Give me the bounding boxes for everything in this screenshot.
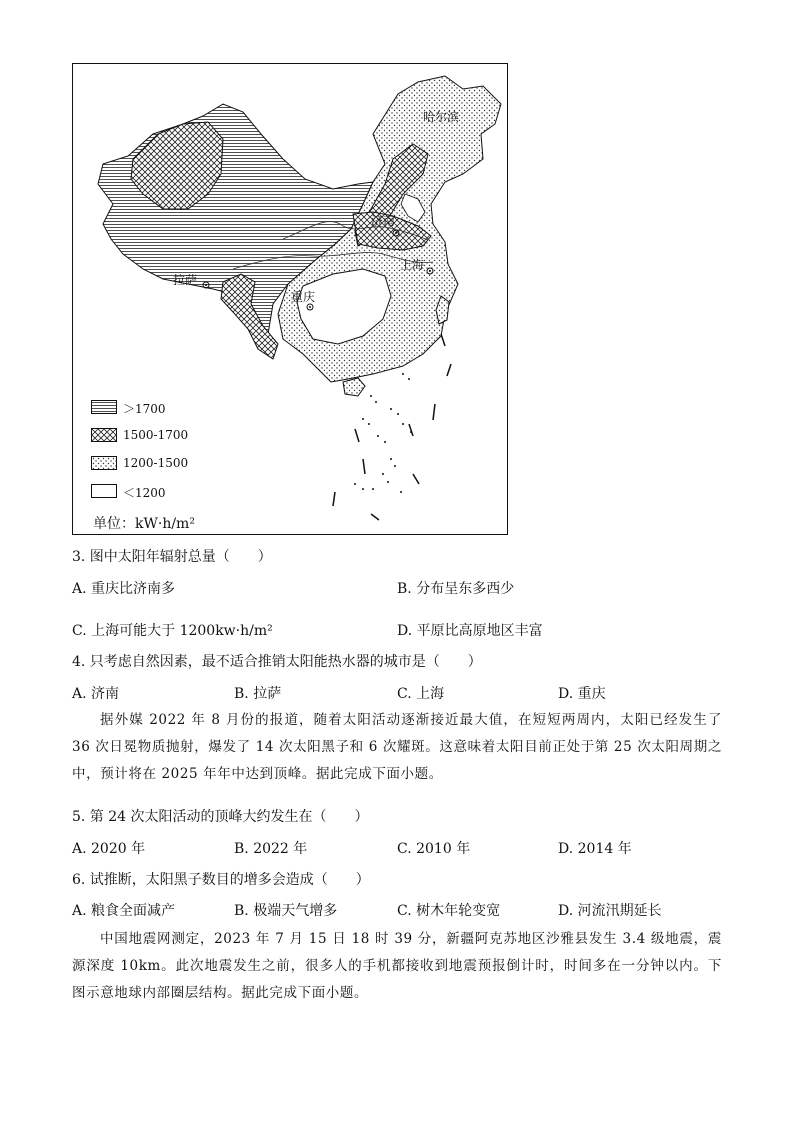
passage-solar-activity: 据外媒 2022 年 8 月份的报道，随着太阳活动逐渐接近最大值，在短短两周内，太阳已经发生了 36 次日冕物质抛射，爆发了 14 次太阳黑子和 6 次耀斑。这意味着太阳目前正处于第 25 次太阳周期之中，预计将在 2025 年年中达到顶峰。据此完成下面小题。 xyxy=(72,712,722,782)
city-label-lhasa: 拉萨 xyxy=(173,273,198,287)
city-label-shanghai: 上海 xyxy=(400,258,425,272)
question-5-option-b[interactable]: B. 2022 年 xyxy=(234,841,308,857)
legend-label: 1200-1500 xyxy=(123,456,189,470)
question-6-option-b[interactable]: B. 极端天气增多 xyxy=(234,903,338,919)
question-4-option-c[interactable]: C. 上海 xyxy=(397,686,445,702)
question-4-option-d[interactable]: D. 重庆 xyxy=(558,686,606,702)
question-5-option-c[interactable]: C. 2010 年 xyxy=(397,841,471,857)
question-6-option-d[interactable]: D. 河流汛期延长 xyxy=(558,903,662,919)
question-6-option-a[interactable]: A. 粮食全面减产 xyxy=(72,903,176,919)
question-6-stem: 6. 试推断，太阳黑子数目的增多会造成（ ） xyxy=(72,872,370,888)
question-4-stem: 4. 只考虑自然因素，最不适合推销太阳能热水器的城市是（ ） xyxy=(72,654,482,670)
question-3-option-b[interactable]: B. 分布呈东多西少 xyxy=(397,581,515,597)
question-3-stem: 3. 图中太阳年辐射总量（ ） xyxy=(72,549,272,565)
city-label-harbin: 哈尔滨 xyxy=(423,110,460,124)
legend-label: ＞1700 xyxy=(123,402,166,416)
question-3-option-c[interactable]: C. 上海可能大于 1200kw·h/m² xyxy=(72,623,273,639)
question-3-option-d[interactable]: D. 平原比高原地区丰富 xyxy=(397,623,543,639)
legend-swatch-crosshatch xyxy=(91,428,117,442)
legend-swatch-blank xyxy=(91,484,117,498)
hainan-island xyxy=(343,378,365,396)
question-4-option-a[interactable]: A. 济南 xyxy=(72,686,120,702)
legend-swatch-horizontal-lines xyxy=(91,400,117,414)
question-5-stem: 5. 第 24 次太阳活动的顶峰大约发生在（ ） xyxy=(72,809,369,825)
city-label-chongqing: 重庆 xyxy=(291,290,316,304)
legend-swatch-dots xyxy=(91,456,117,470)
city-label-jinan: 济南 xyxy=(371,214,396,228)
question-5-option-d[interactable]: D. 2014 年 xyxy=(558,841,632,857)
question-4-option-b[interactable]: B. 拉萨 xyxy=(234,686,282,702)
question-5-option-a[interactable]: A. 2020 年 xyxy=(72,841,146,857)
map-unit-label: 单位：kW·h/m² xyxy=(93,516,195,532)
question-6-option-c[interactable]: C. 树木年轮变宽 xyxy=(397,903,501,919)
question-3-option-a[interactable]: A. 重庆比济南多 xyxy=(72,581,176,597)
island-dots xyxy=(354,373,412,493)
legend-label: ＜1200 xyxy=(123,486,166,500)
legend-label: 1500-1700 xyxy=(123,428,189,442)
passage-earthquake: 中国地震网测定，2023 年 7 月 15 日 18 时 39 分，新疆阿克苏地区沙雅县发生 3.4 级地震，震源深度 10km。此次地震发生之前，很多人的手机都接收到地震预报倒计时，时间多在一分钟以内。下图示意地球内部圈层结构。据此完成下面小题。 xyxy=(72,931,722,1001)
solar-radiation-map xyxy=(72,63,508,535)
